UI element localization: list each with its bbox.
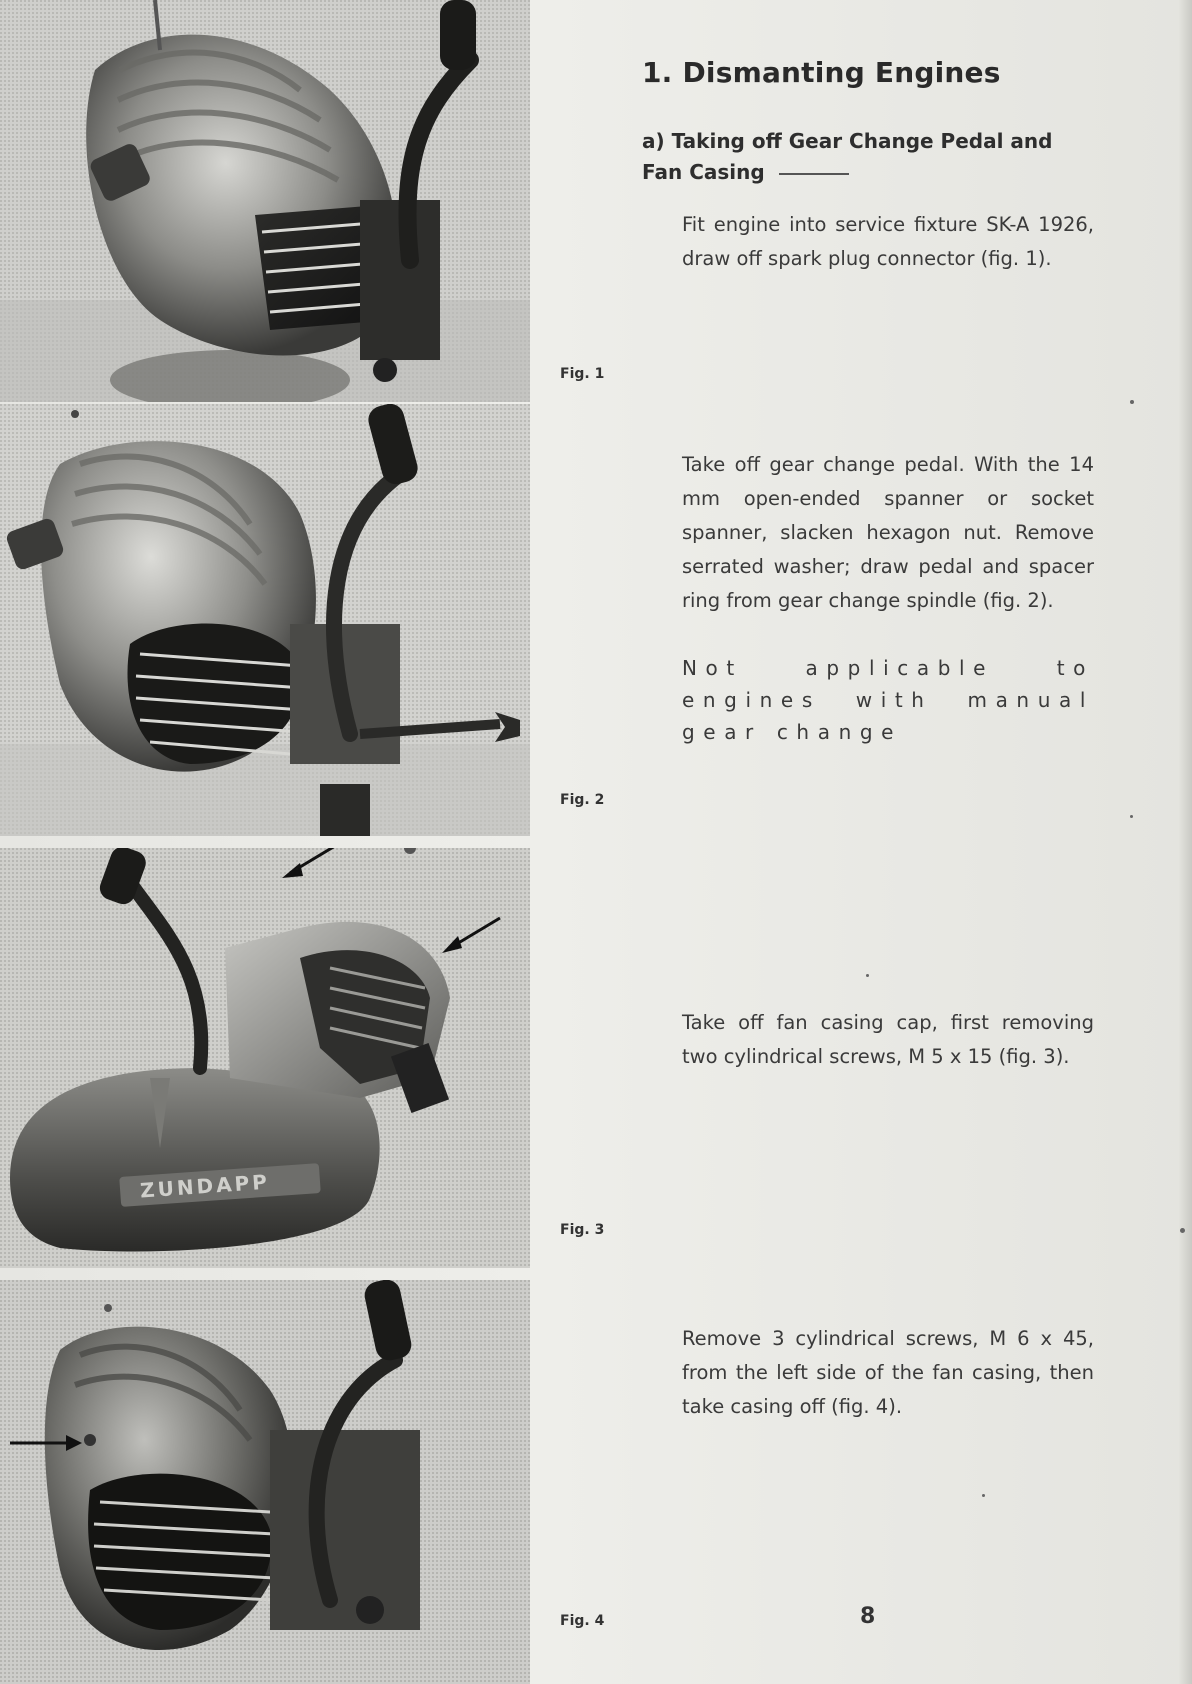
section-heading-text: a) Taking off Gear Change Pedal and Fan Casing bbox=[642, 129, 1053, 184]
scan-speck bbox=[982, 1494, 985, 1497]
figure-3-photo bbox=[0, 848, 530, 1268]
heading-rule bbox=[779, 173, 849, 175]
scan-speck bbox=[1130, 400, 1134, 404]
zundapp-logo: ZUNDAPP bbox=[139, 1169, 271, 1203]
scan-speck bbox=[1180, 1228, 1185, 1233]
manual-gear-note: Not applicable to engines with manual gear change bbox=[682, 656, 1094, 744]
scan-speck bbox=[1130, 815, 1133, 818]
page-number: 8 bbox=[860, 1604, 876, 1629]
page-title: 1. Dismanting Engines bbox=[642, 56, 1001, 89]
figure-4-photo bbox=[0, 1280, 530, 1684]
instruction-paragraph-1: Fit engine into service fixture SK-A 1926, draw off spark plug connector (fig. 1). bbox=[682, 213, 1094, 270]
figure-4-label: Fig. 4 bbox=[560, 1613, 605, 1629]
scan-speck bbox=[866, 974, 869, 977]
figure-2-photo bbox=[0, 404, 530, 836]
instruction-paragraph-3: Take off fan casing cap, first removing two cylindrical screws, M 5 x 15 (fig. 3). bbox=[682, 1011, 1094, 1068]
figure-1-label: Fig. 1 bbox=[560, 366, 605, 382]
section-heading bbox=[642, 126, 1097, 188]
instruction-paragraph-2: Take off gear change pedal. With the 14 mm open-ended spanner or socket spanner, slacken hexagon nut. Remove serrated washer; draw pedal and spacer ring from gear change spindle (fig. 2). bbox=[682, 453, 1094, 612]
instruction-paragraph-4: Remove 3 cylindrical screws, M 6 x 45, from the left side of the fan casing, then take casing off (fig. 4). bbox=[682, 1327, 1094, 1418]
figure-1-photo bbox=[0, 0, 530, 402]
page-edge-shadow bbox=[1178, 0, 1192, 1684]
figure-3-label: Fig. 3 bbox=[560, 1222, 605, 1238]
figure-2-label: Fig. 2 bbox=[560, 792, 605, 808]
